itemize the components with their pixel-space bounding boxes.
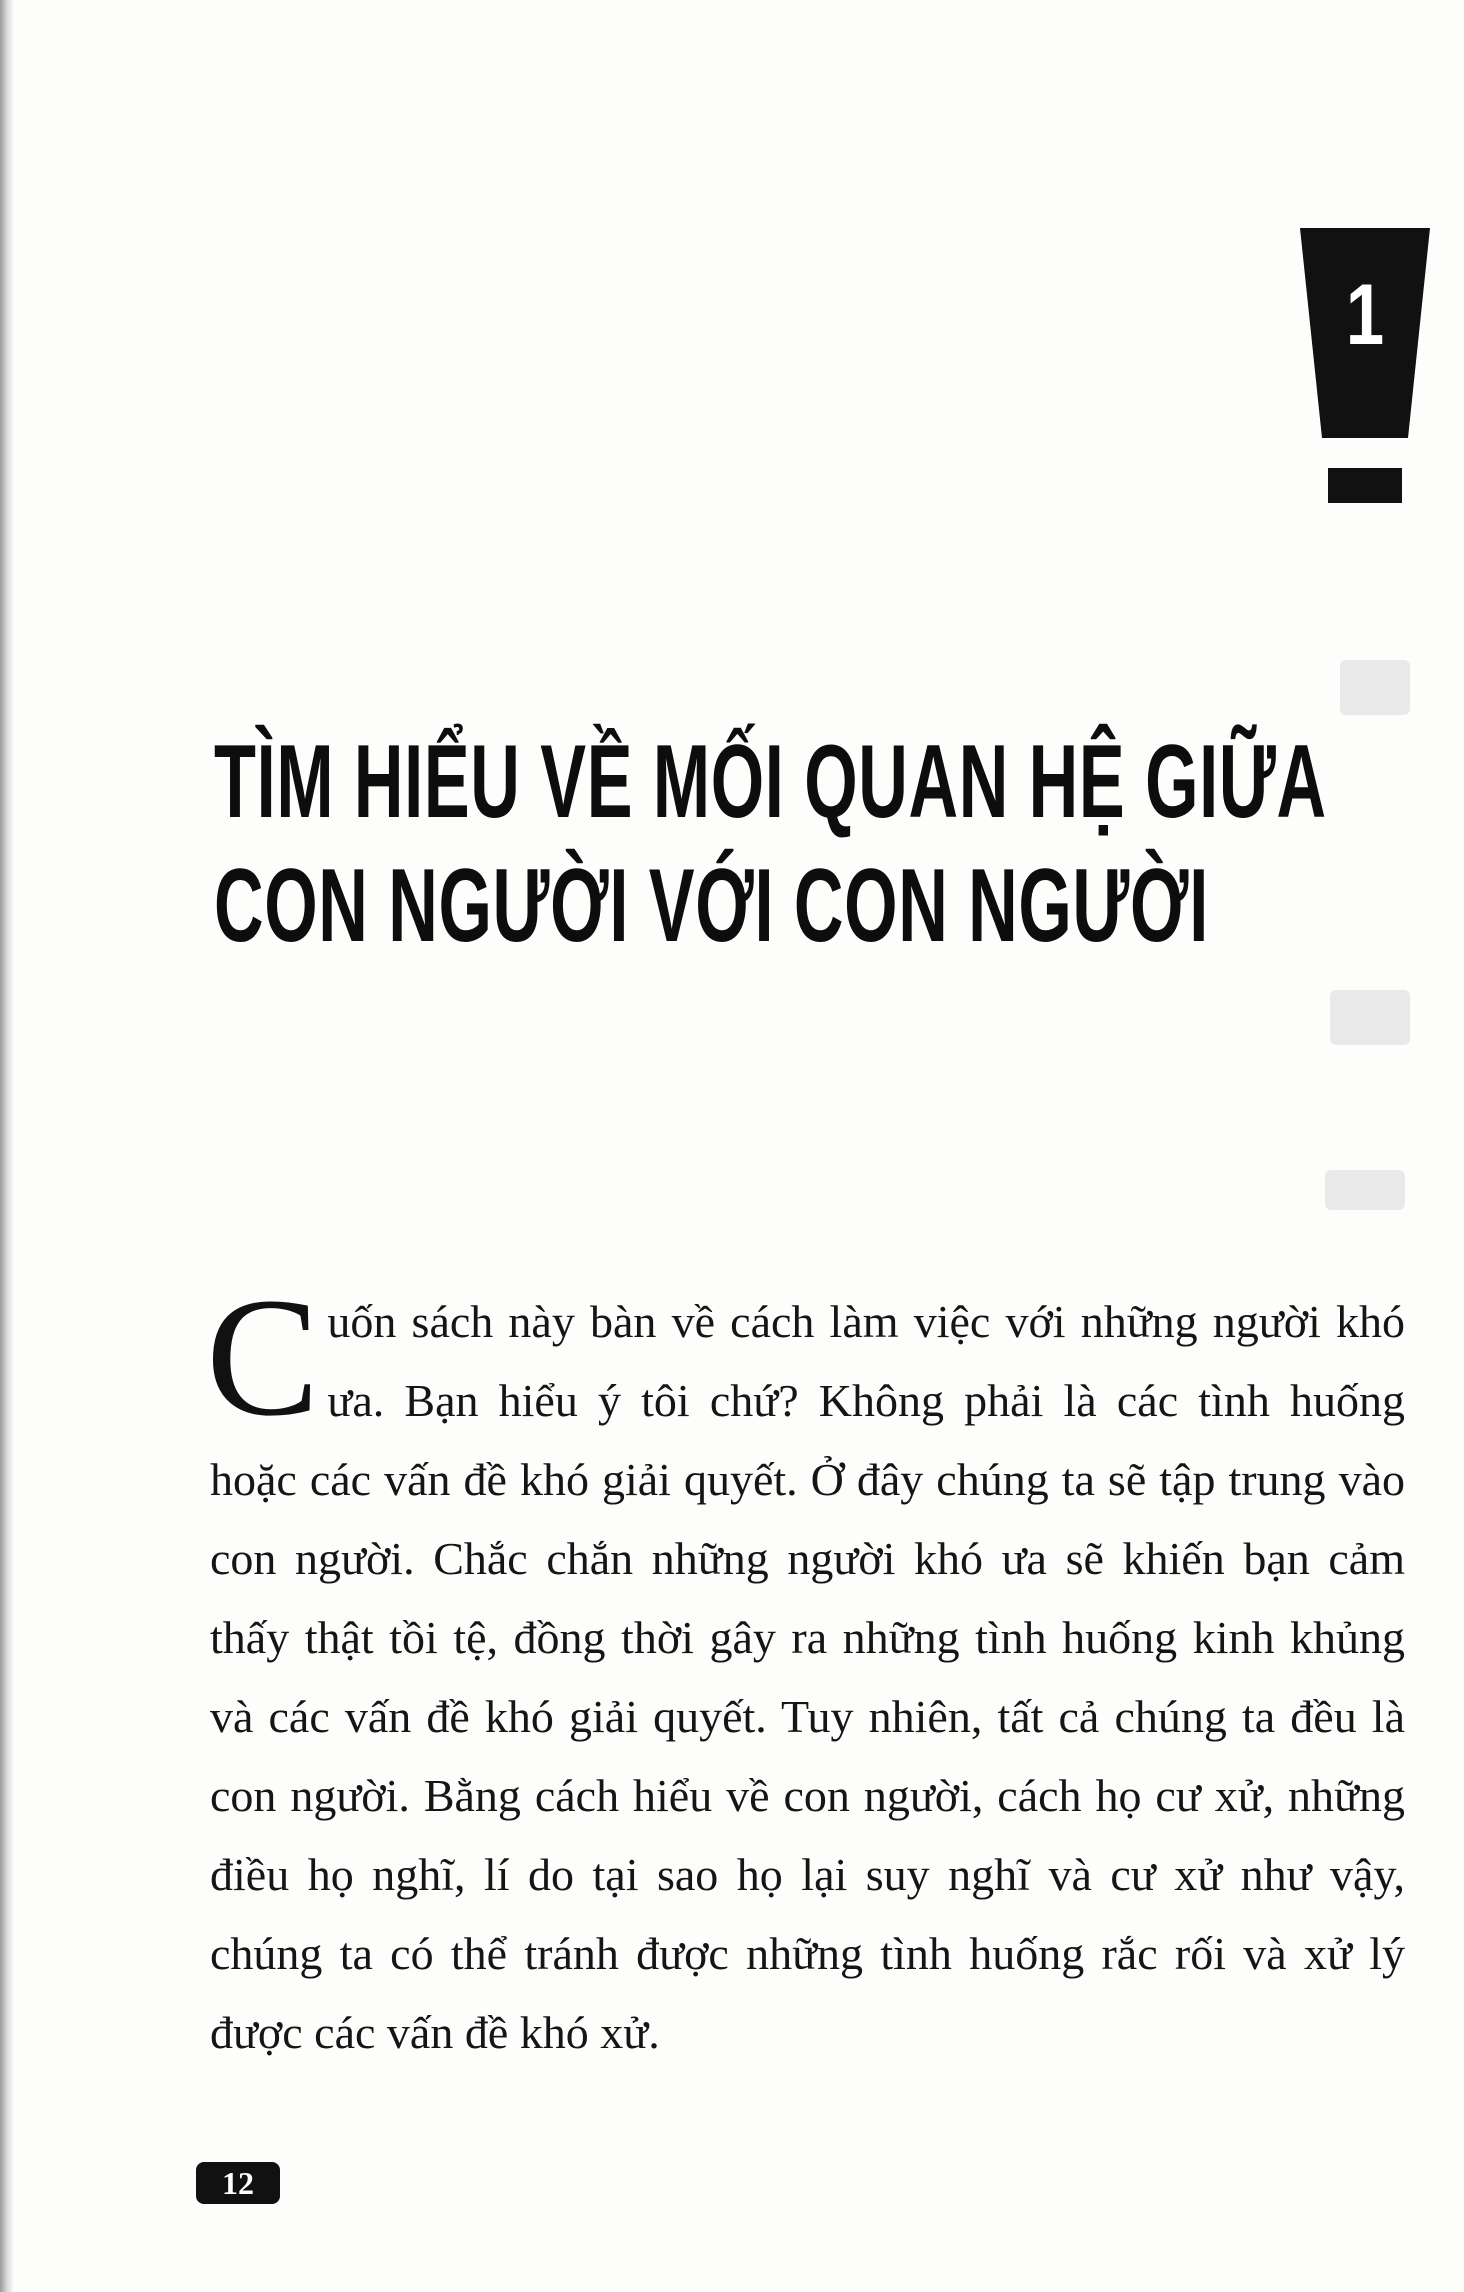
page-number: 12 <box>196 2162 280 2204</box>
chapter-number: 1 <box>1345 267 1385 363</box>
chapter-title-line-1: TÌM HIỂU VỀ MỐI QUAN HỆ GIỮA <box>214 724 1327 840</box>
body-paragraph <box>206 1263 1405 2072</box>
bleed-through-icon <box>1340 660 1410 715</box>
bleed-through-icon <box>1330 990 1410 1045</box>
chapter-title <box>214 720 1327 968</box>
binding-shadow <box>0 0 14 2292</box>
bleed-through-icon <box>1325 1170 1405 1210</box>
drop-cap: C <box>206 1263 320 1451</box>
body-text: uốn sách này bàn về cách làm việc với những người khó ưa. Bạn hiểu ý tôi chứ? Không phải là các tình huống hoặc các vấn đề khó giải quyết. Ở đây chúng ta sẽ tập trung vào con người. Chắc chắn những người khó ưa sẽ khiến bạn cảm thấy thật tồi tệ, đồng thời gây ra những tình huống kinh khủng và các vấn đề khó giải quyết. Tuy nhiên, tất cả chúng ta đều là con người. Bằng cách hiểu về con người, cách họ cư xử, những điều họ nghĩ, lí do tại sao họ lại suy nghĩ và cư xử như vậy, chúng ta có thể tránh được những tình huống rắc rối và xử lý được các vấn đề khó xử. <box>210 1296 1405 2058</box>
chapter-title-line-2: CON NGƯỜI VỚI CON NGƯỜI <box>214 848 1209 964</box>
